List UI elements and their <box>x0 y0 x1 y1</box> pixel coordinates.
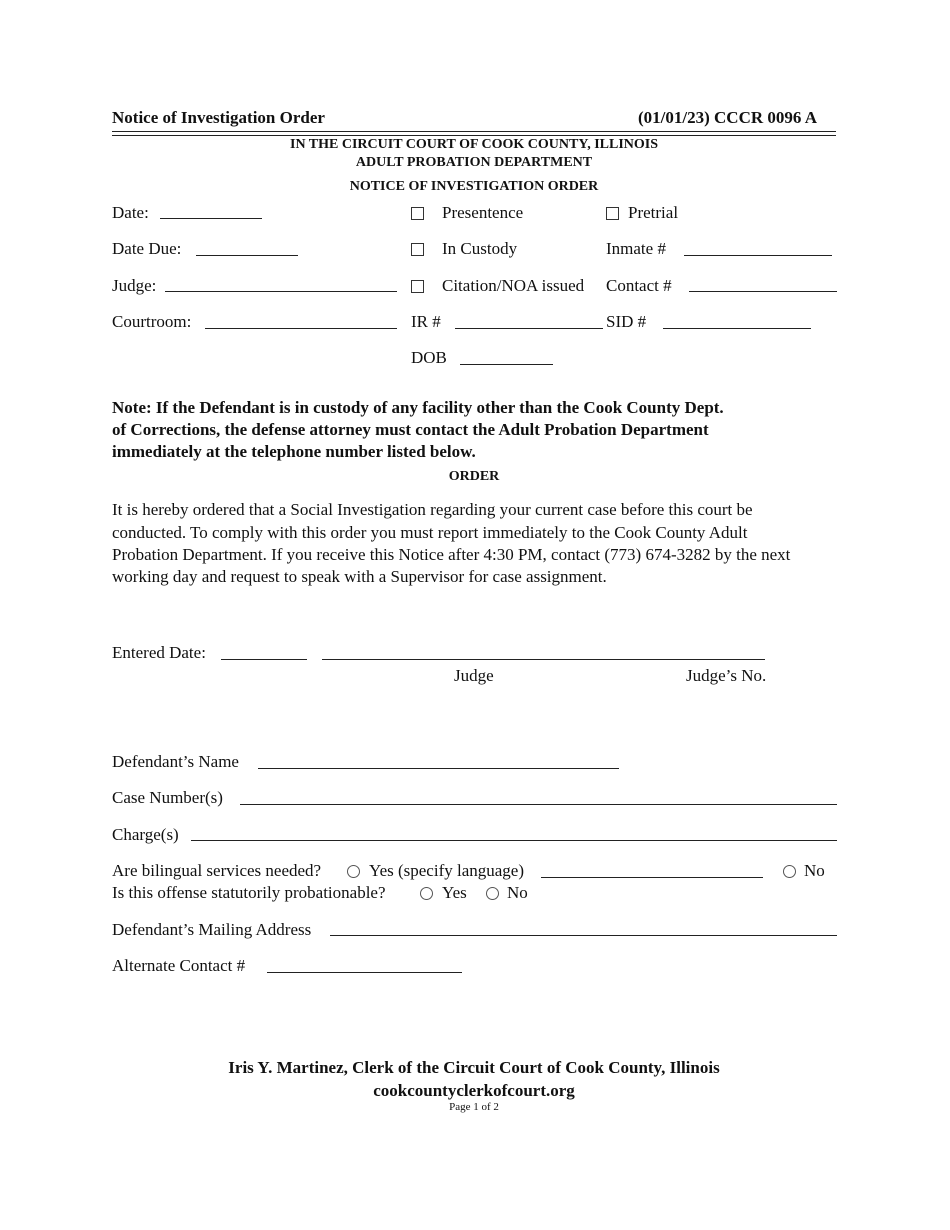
dob-field[interactable] <box>460 364 553 365</box>
in-custody-label: In Custody <box>442 239 518 258</box>
bilingual-no-label: No <box>804 861 825 880</box>
probationable-yes-label: Yes <box>442 883 467 902</box>
contact-no-field[interactable] <box>689 291 837 292</box>
courtroom-field[interactable] <box>205 328 397 329</box>
contact-no-label: Contact # <box>606 276 672 295</box>
court-line: IN THE CIRCUIT COURT OF COOK COUNTY, ILLINOIS <box>290 137 658 152</box>
page-number: Page 1 of 2 <box>449 1101 499 1113</box>
order-line-4: working day and request to speak with a Supervisor for case assignment. <box>112 567 607 586</box>
bilingual-question: Are bilingual services needed? <box>112 861 322 880</box>
header-rule-bottom <box>112 135 836 136</box>
ir-no-label: IR # <box>411 312 441 331</box>
pretrial-label: Pretrial <box>628 203 679 222</box>
order-line-1: It is hereby ordered that a Social Investigation regarding your current case before this court be <box>112 500 753 519</box>
note-line-3: immediately at the telephone number listed below. <box>112 442 476 461</box>
date-due-label: Date Due: <box>112 239 182 258</box>
note-line-1: Note: If the Defendant is in custody of any facility other than the Cook County Dept. <box>112 398 724 417</box>
judge-caption: Judge <box>454 666 494 685</box>
inmate-no-field[interactable] <box>684 255 832 256</box>
defendant-name-field[interactable] <box>258 768 619 769</box>
alternate-contact-field[interactable] <box>267 972 462 973</box>
sid-no-field[interactable] <box>663 328 811 329</box>
judge-signature-line[interactable] <box>322 659 765 660</box>
document-title: NOTICE OF INVESTIGATION ORDER <box>349 179 599 194</box>
case-number-label: Case Number(s) <box>112 788 223 807</box>
probationable-no-radio[interactable] <box>486 887 499 900</box>
citation-label: Citation/NOA issued <box>442 276 585 295</box>
pretrial-checkbox[interactable] <box>606 207 619 220</box>
dob-label: DOB <box>411 348 447 367</box>
probationable-no-label: No <box>507 883 528 902</box>
mailing-address-field[interactable] <box>330 935 837 936</box>
citation-checkbox[interactable] <box>411 280 424 293</box>
bilingual-no-radio[interactable] <box>783 865 796 878</box>
form-code: (01/01/23) CCCR 0096 A <box>638 108 817 127</box>
sid-no-label: SID # <box>606 312 647 331</box>
bilingual-yes-label: Yes (specify language) <box>369 861 525 880</box>
date-field[interactable] <box>160 218 262 219</box>
language-field[interactable] <box>541 877 763 878</box>
bilingual-yes-radio[interactable] <box>347 865 360 878</box>
probationable-yes-radio[interactable] <box>420 887 433 900</box>
note-line-2: of Corrections, the defense attorney must contact the Adult Probation Department <box>112 420 709 439</box>
defendant-name-label: Defendant’s Name <box>112 752 239 771</box>
judge-label: Judge: <box>112 276 157 295</box>
probationable-question: Is this offense statutorily probationable? <box>112 883 386 902</box>
in-custody-checkbox[interactable] <box>411 243 424 256</box>
form-title: Notice of Investigation Order <box>112 108 325 127</box>
clerk-name: Iris Y. Martinez, Clerk of the Circuit Court of Cook County, Illinois <box>228 1058 720 1077</box>
mailing-address-label: Defendant’s Mailing Address <box>112 920 312 939</box>
charges-field[interactable] <box>191 840 837 841</box>
inmate-no-label: Inmate # <box>606 239 666 258</box>
judge-field[interactable] <box>165 291 397 292</box>
order-line-2: conducted. To comply with this order you must report immediately to the Cook County Adult <box>112 523 748 542</box>
courtroom-label: Courtroom: <box>112 312 192 331</box>
header-rule-top <box>112 131 836 132</box>
order-heading: ORDER <box>448 469 500 484</box>
ir-no-field[interactable] <box>455 328 603 329</box>
entered-date-field[interactable] <box>221 659 307 660</box>
date-label: Date: <box>112 203 149 222</box>
entered-date-label: Entered Date: <box>112 643 206 662</box>
case-number-field[interactable] <box>240 804 837 805</box>
department-line: ADULT PROBATION DEPARTMENT <box>355 155 593 170</box>
charges-label: Charge(s) <box>112 825 179 844</box>
judge-no-caption: Judge’s No. <box>686 666 767 685</box>
presentence-checkbox[interactable] <box>411 207 424 220</box>
presentence-label: Presentence <box>442 203 524 222</box>
alternate-contact-label: Alternate Contact # <box>112 956 246 975</box>
date-due-field[interactable] <box>196 255 298 256</box>
clerk-website[interactable]: cookcountyclerkofcourt.org <box>373 1081 575 1100</box>
order-line-3: Probation Department. If you receive this Notice after 4:30 PM, contact (773) 674-3282 by the next <box>112 545 791 564</box>
